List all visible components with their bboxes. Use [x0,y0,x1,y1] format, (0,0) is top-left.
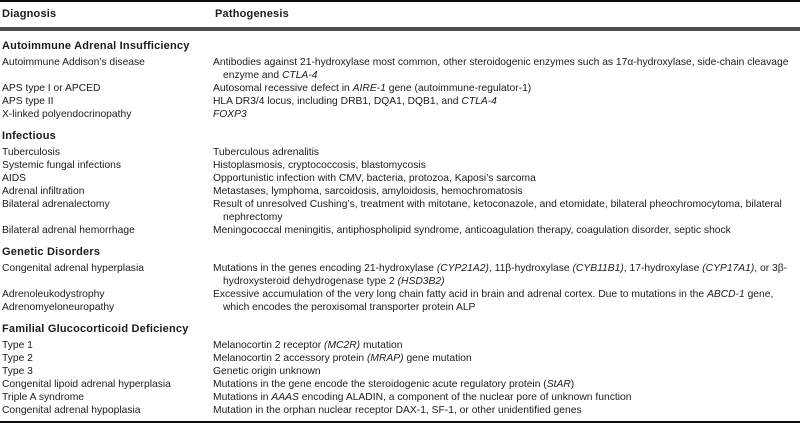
diagnosis-line: Adrenoleukodystrophy [2,289,105,300]
pathogenesis-cell: Mutations in the genes encoding 21-hydroxylase (CYP21A2), 11β-hydroxylase (CYB11B1), 17-hydroxylase (CYP17A1), or 3β-hydroxysteroid dehydrogenase type 2 (HSD3B2) [213,263,788,287]
diagnosis-line: Bilateral adrenal hemorrhage [2,225,135,236]
diagnosis-line: Tuberculosis [2,147,60,158]
table-header-row [0,2,800,31]
table-row [2,224,796,237]
table-row [2,56,796,82]
diagnosis-cell [2,224,213,237]
pathogenesis-cell: Melanocortin 2 accessory protein (MRAP) gene mutation [213,353,472,364]
table-row [2,172,796,185]
diagnosis-line: Autoimmune Addison’s disease [2,57,145,68]
table-row [2,146,796,159]
diagnosis-line: X-linked polyendocrinopathy [2,109,132,120]
diagnosis-line: Adrenomyeloneuropathy [2,302,115,313]
section-heading: Infectious [2,130,56,142]
diagnosis-cell [2,108,213,121]
diagnosis-line: Type 2 [2,353,33,364]
pathogenesis-cell: Mutations in the gene encode the steroidogenic acute regulatory protein (StAR) [213,379,575,390]
diagnosis-line: APS type II [2,96,54,107]
table-row [2,82,796,95]
diagnosis-cell [2,82,213,95]
column-header-diagnosis: Diagnosis [2,8,57,20]
diagnosis-cell [2,352,213,365]
table-row [2,95,796,108]
pathogenesis-cell: Excessive accumulation of the very long chain fatty acid in brain and adrenal cortex. Due to mutations in the ABCD-1 gene, which encodes the peroxisomal transporter protein ALP [213,289,774,313]
table-row [2,185,796,198]
pathogenesis-cell: HLA DR3/4 locus, including DRB1, DQA1, DQB1, and CTLA-4 [213,96,497,107]
section-heading: Genetic Disorders [2,246,101,258]
diagnosis-cell [2,146,213,159]
diagnosis-line: Bilateral adrenalectomy [2,199,110,210]
section-heading: Familial Glucocorticoid Deficiency [2,323,189,335]
pathogenesis-cell: Antibodies against 21-hydroxylase most common, other steroidogenic enzymes such as 17α-hydroxylase, side-chain cleavage enzyme and CTLA-4 [213,57,789,81]
table-row [2,108,796,121]
diagnosis-cell [2,95,213,108]
diagnosis-line: Congenital lipoid adrenal hyperplasia [2,379,171,390]
diagnosis-cell [2,339,213,352]
diagnosis-line: Adrenal infiltration [2,186,85,197]
diagnosis-cell [2,185,213,198]
pathogenesis-cell: Tuberculous adrenalitis [213,147,320,158]
diagnosis-line: Congenital adrenal hyperplasia [2,263,144,274]
diagnosis-cell [2,262,213,275]
diagnosis-cell [2,288,213,314]
pathogenesis-cell: Melanocortin 2 receptor (MC2R) mutation [213,340,403,351]
diagnosis-cell [2,56,213,69]
table-row [2,352,796,365]
table-body [0,40,800,417]
pathogenesis-cell: Genetic origin unknown [213,366,321,377]
diagnosis-line: Type 1 [2,340,33,351]
table-row [2,288,796,314]
diagnosis-line: Type 3 [2,366,33,377]
table-row [2,391,796,404]
pathogenesis-cell: Autosomal recessive defect in AIRE-1 gene (autoimmune-regulator-1) [213,83,532,94]
diagnosis-line: Congenital adrenal hypoplasia [2,405,141,416]
section-heading: Autoimmune Adrenal Insufficiency [2,40,190,52]
table-row [2,198,796,224]
pathogenesis-cell: Mutation in the orphan nuclear receptor DAX-1, SF-1, or other unidentified genes [213,405,582,416]
table-row [2,262,796,288]
diagnosis-cell [2,378,213,391]
diagnosis-line: Triple A syndrome [2,392,85,403]
table-row [2,339,796,352]
pathogenesis-cell: Opportunistic infection with CMV, bacteria, protozoa, Kaposi’s sarcoma [213,173,536,184]
diagnosis-cell [2,159,213,172]
pathogenesis-cell: Histoplasmosis, cryptococcosis, blastomycosis [213,160,426,171]
diagnosis-cell [2,391,213,404]
diagnosis-line: Systemic fungal infections [2,160,122,171]
pathogenesis-cell: FOXP3 [213,109,247,120]
diagnosis-cell [2,172,213,185]
diagnosis-line: AIDS [2,173,27,184]
diagnosis-cell [2,404,213,417]
diagnosis-line: APS type I or APCED [2,83,101,94]
pathogenesis-cell: Result of unresolved Cushing’s, treatment with mitotane, ketoconazole, and etomidate, bilateral pheochromocytoma, bilateral nephrectomy [213,199,782,223]
diagnosis-cell [2,198,213,211]
diagnosis-cell [2,365,213,378]
table-row [2,404,796,417]
pathogenesis-cell: Metastases, lymphoma, sarcoidosis, amyloidosis, hemochromatosis [213,186,523,197]
pathogenesis-cell: Mutations in AAAS encoding ALADIN, a component of the nuclear pore of unknown function [213,392,632,403]
table-row [2,365,796,378]
pathogenesis-cell: Meningococcal meningitis, antiphospholipid syndrome, anticoagulation therapy, coagulation disorder, septic shock [213,225,731,236]
table-row [2,378,796,391]
table-row [2,159,796,172]
column-header-pathogenesis: Pathogenesis [215,8,289,20]
